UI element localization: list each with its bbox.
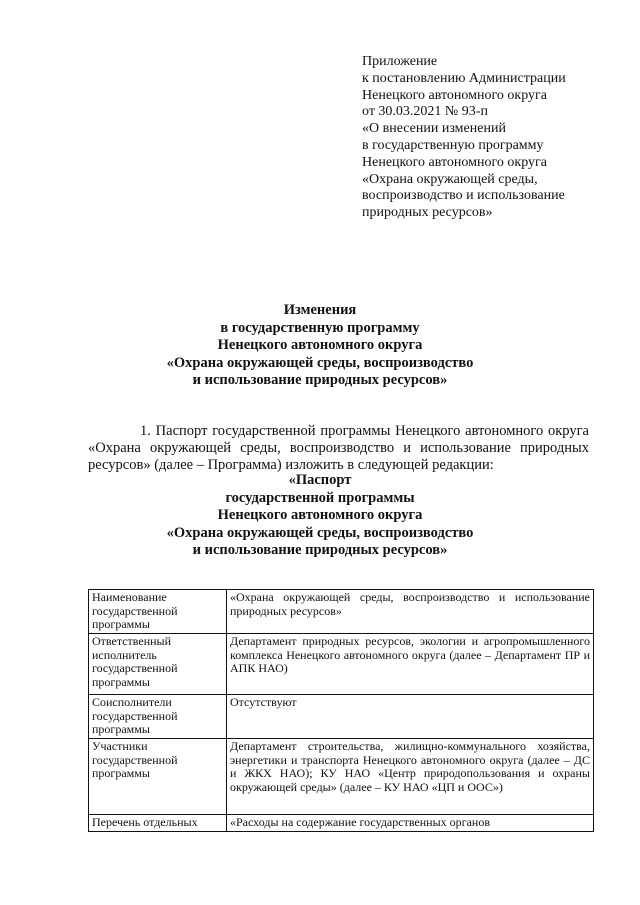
- title-line: в государственную программу: [220, 319, 420, 336]
- passport-title: [0, 472, 640, 560]
- title-line: и использование природных ресурсов»: [192, 372, 448, 388]
- body-paragraph: [88, 423, 589, 474]
- paragraph-text: 1. Паспорт государственной программы Ненецкого автономного округа «Охрана окружающей среды, воспроизводство и использование природных ресурсов» (далее – Программа) изложить в следующей редакции:: [88, 423, 589, 473]
- row-label: Наименование государственной программы: [89, 590, 227, 634]
- document-title: [0, 302, 640, 390]
- row-label: Ответственный исполнитель государственной программы: [89, 634, 227, 695]
- appendix-line: «Охрана окружающей среды,: [362, 171, 538, 187]
- appendix-line: Ненецкого автономного округа: [362, 87, 547, 103]
- appendix-line: от 30.03.2021 № 93-п: [362, 104, 488, 120]
- table-row: [89, 634, 594, 695]
- table-row: [89, 739, 594, 815]
- row-value: Отсутствуют: [227, 695, 594, 739]
- row-label: Участники государственной программы: [89, 739, 227, 815]
- appendix-line: в государственную программу: [362, 137, 544, 153]
- table-row: [89, 815, 594, 832]
- title-line: «Охрана окружающей среды, воспроизводство: [166, 354, 474, 371]
- appendix-line: Приложение: [362, 54, 438, 69]
- appendix-line: к постановлению Администрации: [362, 70, 566, 86]
- row-label: Соисполнители государственной программы: [89, 695, 227, 739]
- passport-title-line: «Паспорт: [288, 472, 352, 488]
- appendix-header: [362, 54, 622, 222]
- passport-title-line: Ненецкого автономного округа: [217, 507, 423, 523]
- passport-table: [88, 589, 594, 832]
- title-line: Ненецкого автономного округа: [217, 337, 423, 353]
- row-label: Перечень отдельных: [89, 815, 227, 832]
- table-row: [89, 695, 594, 739]
- table-row: [89, 590, 594, 634]
- title-line: Изменения: [283, 302, 357, 318]
- passport-title-line: государственной программы: [225, 489, 415, 506]
- appendix-line: «О внесении изменений: [362, 121, 506, 137]
- row-value: «Расходы на содержание государственных органов: [227, 815, 594, 832]
- appendix-line: Ненецкого автономного округа: [362, 154, 547, 170]
- appendix-line: воспроизводство и использование: [362, 188, 565, 204]
- row-value: Департамент строительства, жилищно-коммунального хозяйства, энергетики и транспорта Ненецкого автономного округа (далее – ДС и ЖКХ НАО); КУ НАО «Центр природопользования и охраны окружающей среды» (далее – КУ НАО «ЦП и ООС»): [227, 739, 594, 815]
- passport-title-line: «Охрана окружающей среды, воспроизводство: [166, 524, 474, 541]
- row-value: «Охрана окружающей среды, воспроизводство и использование природных ресурсов»: [227, 590, 594, 634]
- appendix-line: природных ресурсов»: [362, 205, 493, 221]
- passport-title-line: и использование природных ресурсов»: [192, 542, 448, 558]
- row-value: Департамент природных ресурсов, экологии и агропромышленного комплекса Ненецкого автономного округа (далее – Департамент ПР и АПК НАО): [227, 634, 594, 695]
